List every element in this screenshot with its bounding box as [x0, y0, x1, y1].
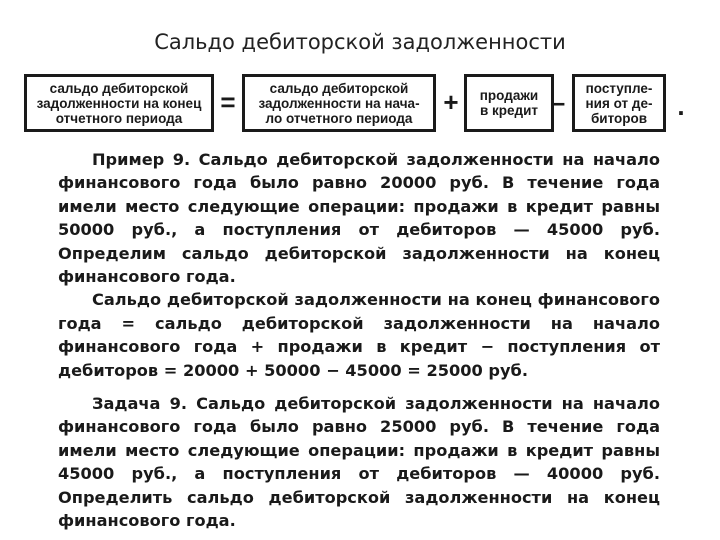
- example-paragraph-2: [58, 288, 660, 382]
- task-text: Сальдо дебиторской задолженности на начало финансового года было равно 25000 руб. В течение года имели место следующие операции: продажи в кредит равны 45000 руб., а поступления от дебиторов — 40000 руб. Определить сальдо дебиторской задолженности на конец финансового года.: [58, 394, 660, 531]
- formula-box-end-balance: [24, 74, 214, 132]
- formula-box-line: сальдо дебиторской: [49, 80, 189, 96]
- formula-box-line: ния от де-: [585, 95, 653, 111]
- minus-sign: –: [550, 87, 566, 117]
- formula-diagram: [24, 74, 704, 136]
- example-solution-text: Сальдо дебиторской задолженности на конец финансового года = сальдо дебиторской задолженности на начало финансового года + продажи в кредит − поступления от дебиторов = 20000 + 50000 − 45000 = 25000 руб.: [58, 290, 660, 380]
- example-label: Пример 9.: [92, 150, 191, 169]
- formula-box-line: в кредит: [479, 103, 539, 118]
- task-label: Задача 9.: [92, 394, 187, 413]
- formula-box-line: задолженности на нача-: [258, 95, 420, 111]
- equals-sign: =: [220, 87, 236, 117]
- example-block: [58, 148, 660, 382]
- task-block: [58, 392, 660, 532]
- formula-period: .: [677, 91, 685, 121]
- formula-box-start-balance: [242, 74, 436, 132]
- slide-title: Сальдо дебиторской задолженности: [154, 30, 566, 54]
- task-paragraph: [58, 392, 660, 532]
- example-text: Сальдо дебиторской задолженности на начало финансового года было равно 20000 руб. В течение года имели место следующие операции: продажи в кредит равны 50000 руб., а поступления от дебиторов — 45000 руб. Определим сальдо дебиторской задолженности на конец финансового года.: [58, 150, 660, 287]
- formula-box-line: ло отчетного периода: [265, 110, 413, 126]
- formula-box-credit-sales: [464, 74, 554, 132]
- plus-sign: +: [443, 87, 459, 117]
- formula-box-line: продажи: [479, 88, 539, 103]
- formula-box-line: биторов: [590, 110, 648, 126]
- formula-box-receipts: [572, 74, 666, 132]
- formula-box-line: поступле-: [585, 80, 653, 96]
- formula-box-line: задолженности на конец: [36, 95, 202, 111]
- formula-box-line: отчетного периода: [55, 110, 183, 126]
- example-paragraph-1: [58, 148, 660, 288]
- formula-box-line: сальдо дебиторской: [269, 80, 409, 96]
